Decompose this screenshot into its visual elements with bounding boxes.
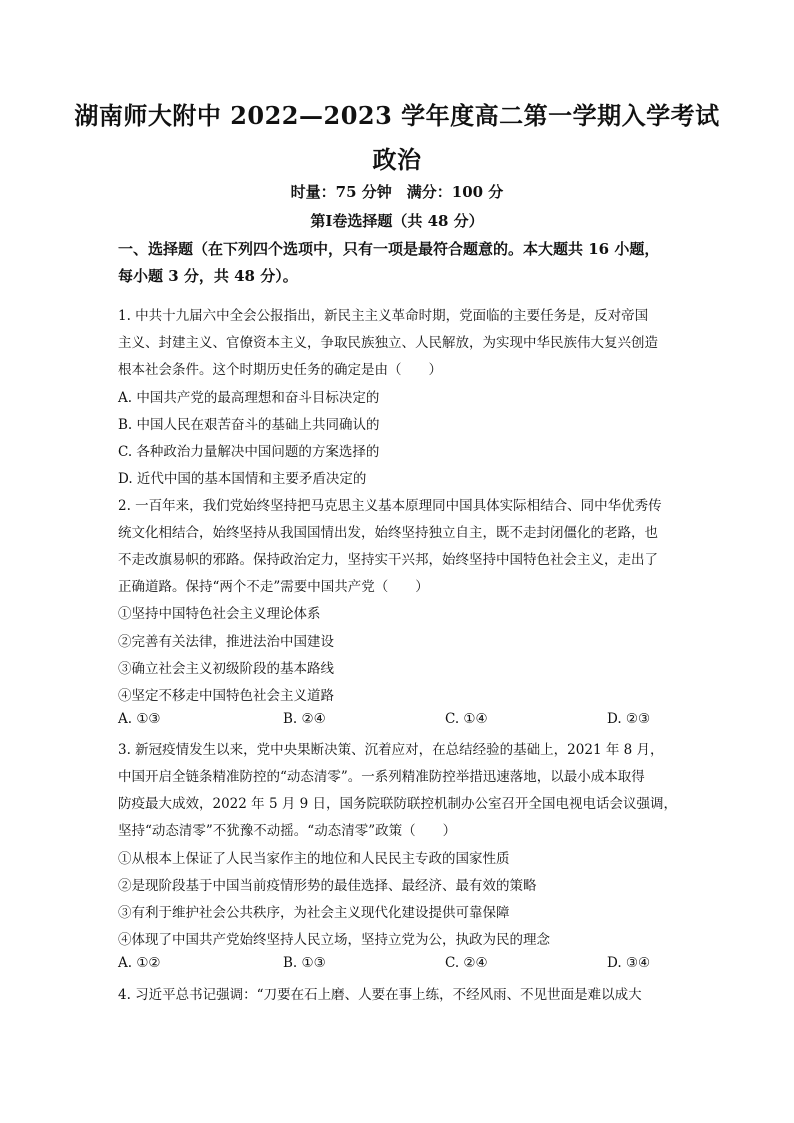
q2-statement: ③确立社会主义初级阶段的基本路线 (118, 661, 334, 677)
q1-option-d: D. 近代中国的基本国情和主要矛盾决定的 (118, 471, 367, 487)
q1-option-c: C. 各种政治力量解决中国问题的方案选择的 (118, 444, 380, 460)
q2-option-d: D. ②③ (607, 711, 651, 727)
q3-statement: ②是现阶段基于中国当前疫情形势的最佳选择、最经济、最有效的策略 (118, 878, 537, 894)
q2-statement: ①坚持中国特色社会主义理论体系 (118, 606, 321, 622)
q3-stem-line: 坚持“动态清零”不犹豫不动摇。“动态清零”政策（ ） (118, 823, 457, 839)
q3-option-a: A. ①② (118, 955, 161, 971)
q2-statement: ④坚定不移走中国特色社会主义道路 (118, 688, 334, 704)
q3-statement: ④体现了中国共产党始终坚持人民立场，坚持立党为公，执政为民的理念 (118, 932, 550, 948)
q2-option-c: C. ①④ (445, 711, 488, 727)
q2-stem-line: 2. 一百年来，我们党始终坚持把马克思主义基本原理同中国具体实际相结合、同中华优秀传 (118, 498, 662, 514)
q3-stem-line: 中国开启全链条精准防控的“动态清零”。一系列精准防控举措迅速落地，以最小成本取得 (118, 769, 645, 785)
q3-statement: ①从根本上保证了人民当家作主的地位和人民民主专政的国家性质 (118, 851, 510, 867)
exam-info: 时量：75 分钟 满分：100 分 (290, 183, 504, 201)
q1-option-a: A. 中国共产党的最高理想和奋斗目标决定的 (118, 390, 380, 406)
q1-stem-line: 主义、封建主义、官僚资本主义，争取民族独立、人民解放，为实现中华民族伟大复兴创造 (118, 335, 658, 351)
subject-title: 政治 (372, 145, 422, 174)
section-heading-line: 一、选择题（在下列四个选项中，只有一项是最符合题意的。本大题共 16 小题， (118, 240, 660, 258)
q1-stem-line: 1. 中共十九届六中全会公报指出，新民主主义革命时期，党面临的主要任务是，反对帝国 (118, 308, 649, 324)
q3-option-b: B. ①③ (283, 955, 326, 971)
q4-stem-line: 4. 习近平总书记强调：“刀要在石上磨、人要在事上练，不经风雨、不见世面是难以成大 (118, 987, 642, 1003)
exam-title: 湖南师大附中 2022—2023 学年度高二第一学期入学考试 (74, 101, 720, 130)
q3-option-c: C. ②④ (445, 955, 488, 971)
q2-stem-line: 统文化相结合，始终坚持从我国国情出发，始终坚持独立自主，既不走封闭僵化的老路，也 (118, 525, 658, 541)
q1-stem-line: 根本社会条件。这个时期历史任务的确定是由（ ） (118, 362, 442, 378)
q3-option-d: D. ③④ (607, 955, 651, 971)
q3-stem-line: 防疫最大成效，2022 年 5 月 9 日，国务院联防联控机制办公室召开全国电视电话会议强调， (118, 796, 677, 812)
q3-statement: ③有利于维护社会公共秩序，为社会主义现代化建设提供可靠保障 (118, 905, 510, 921)
section-heading (118, 236, 678, 290)
q2-stem-line: 正确道路。保持“两个不走”需要中国共产党（ ） (118, 579, 429, 595)
section-heading-line: 每小题 3 分，共 48 分）。 (118, 267, 298, 285)
q2-stem-line: 不走改旗易帜的邪路。保持政治定力，坚持实干兴邦，始终坚持中国特色社会主义，走出了 (118, 552, 658, 568)
q3-stem-line: 3. 新冠疫情发生以来，党中央果断决策、沉着应对，在总结经验的基础上，2021 年 8 月， (118, 742, 664, 758)
q2-option-b: B. ②④ (283, 711, 326, 727)
q1-option-b: B. 中国人民在艰苦奋斗的基础上共同确认的 (118, 417, 380, 433)
q2-statement: ②完善有关法律，推进法治中国建设 (118, 634, 334, 650)
q2-option-a: A. ①③ (118, 711, 161, 727)
volume-title: 第Ⅰ卷选择题（共 48 分） (310, 212, 484, 230)
